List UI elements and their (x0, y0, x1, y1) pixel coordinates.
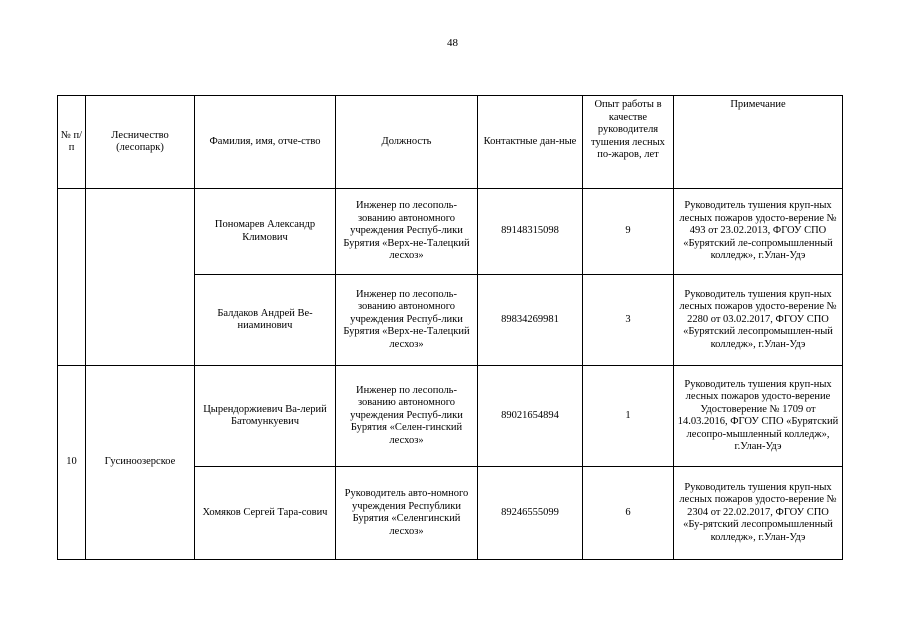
name-cell: Пономарев Александр Климович (195, 189, 336, 275)
position-cell: Инженер по лесополь-зованию автономного учреждения Респуб-лики Бурятия «Верх-не-Талецкий лесхоз» (336, 275, 478, 366)
note-cell: Руководитель тушения круп-ных лесных пожаров удосто-верение Удостоверение № 1709 от 14.03.2016, ФГОУ СПО «Бурятский лесопро-мышленный колледж», г.Улан-Удэ (674, 366, 843, 467)
header-contacts: Контактные дан-ные (478, 96, 583, 189)
num-cell: 10 (58, 366, 86, 560)
table-row (58, 366, 843, 467)
position-cell: Инженер по лесополь-зованию автономного учреждения Респуб-лики Бурятия «Селен-гинский лесхоз» (336, 366, 478, 467)
note-cell: Руководитель тушения круп-ных лесных пожаров удосто-верение № 2304 от 22.02.2017, ФГОУ СПО «Бу-рятский лесопромышленный колледж», г.Улан-Удэ (674, 467, 843, 560)
header-num: № п/п (58, 96, 86, 189)
experience-cell: 3 (583, 275, 674, 366)
firefighting-leaders-table (57, 95, 843, 560)
note-cell: Руководитель тушения круп-ных лесных пожаров удосто-верение № 2280 от 03.02.2017, ФГОУ СПО «Бурятский лесопромышлен-ный колледж», г.Улан-Удэ (674, 275, 843, 366)
position-cell: Руководитель авто-номного учреждения Республики Бурятия «Селенгинский лесхоз» (336, 467, 478, 560)
header-name: Фамилия, имя, отче-ство (195, 96, 336, 189)
contacts-cell: 89834269981 (478, 275, 583, 366)
experience-cell: 6 (583, 467, 674, 560)
header-note: Примечание (674, 96, 843, 189)
name-cell: Балдаков Андрей Ве-ниаминович (195, 275, 336, 366)
contacts-cell: 89021654894 (478, 366, 583, 467)
header-position: Должность (336, 96, 478, 189)
note-cell: Руководитель тушения круп-ных лесных пожаров удосто-верение № 493 от 23.02.2013, ФГОУ СПО «Бурятский ле-сопромышленный колледж», г.Улан-Удэ (674, 189, 843, 275)
forestry-cell-empty (86, 189, 195, 366)
experience-cell: 9 (583, 189, 674, 275)
header-experience: Опыт работы в качестве руководителя тушения лесных по-жаров, лет (583, 96, 674, 189)
forestry-cell: Гусиноозерское (86, 366, 195, 560)
page-number: 48 (447, 37, 458, 49)
contacts-cell: 89148315098 (478, 189, 583, 275)
num-cell-empty (58, 189, 86, 366)
name-cell: Хомяков Сергей Тара-сович (195, 467, 336, 560)
experience-cell: 1 (583, 366, 674, 467)
contacts-cell: 89246555099 (478, 467, 583, 560)
header-forestry: Лесничество (лесопарк) (86, 96, 195, 189)
name-cell: Цырендоржиевич Ва-лерий Батомункуевич (195, 366, 336, 467)
table-row (58, 189, 843, 275)
table-header-row (58, 96, 843, 189)
position-cell: Инженер по лесополь-зованию автономного учреждения Респуб-лики Бурятия «Верх-не-Талецкий лесхоз» (336, 189, 478, 275)
